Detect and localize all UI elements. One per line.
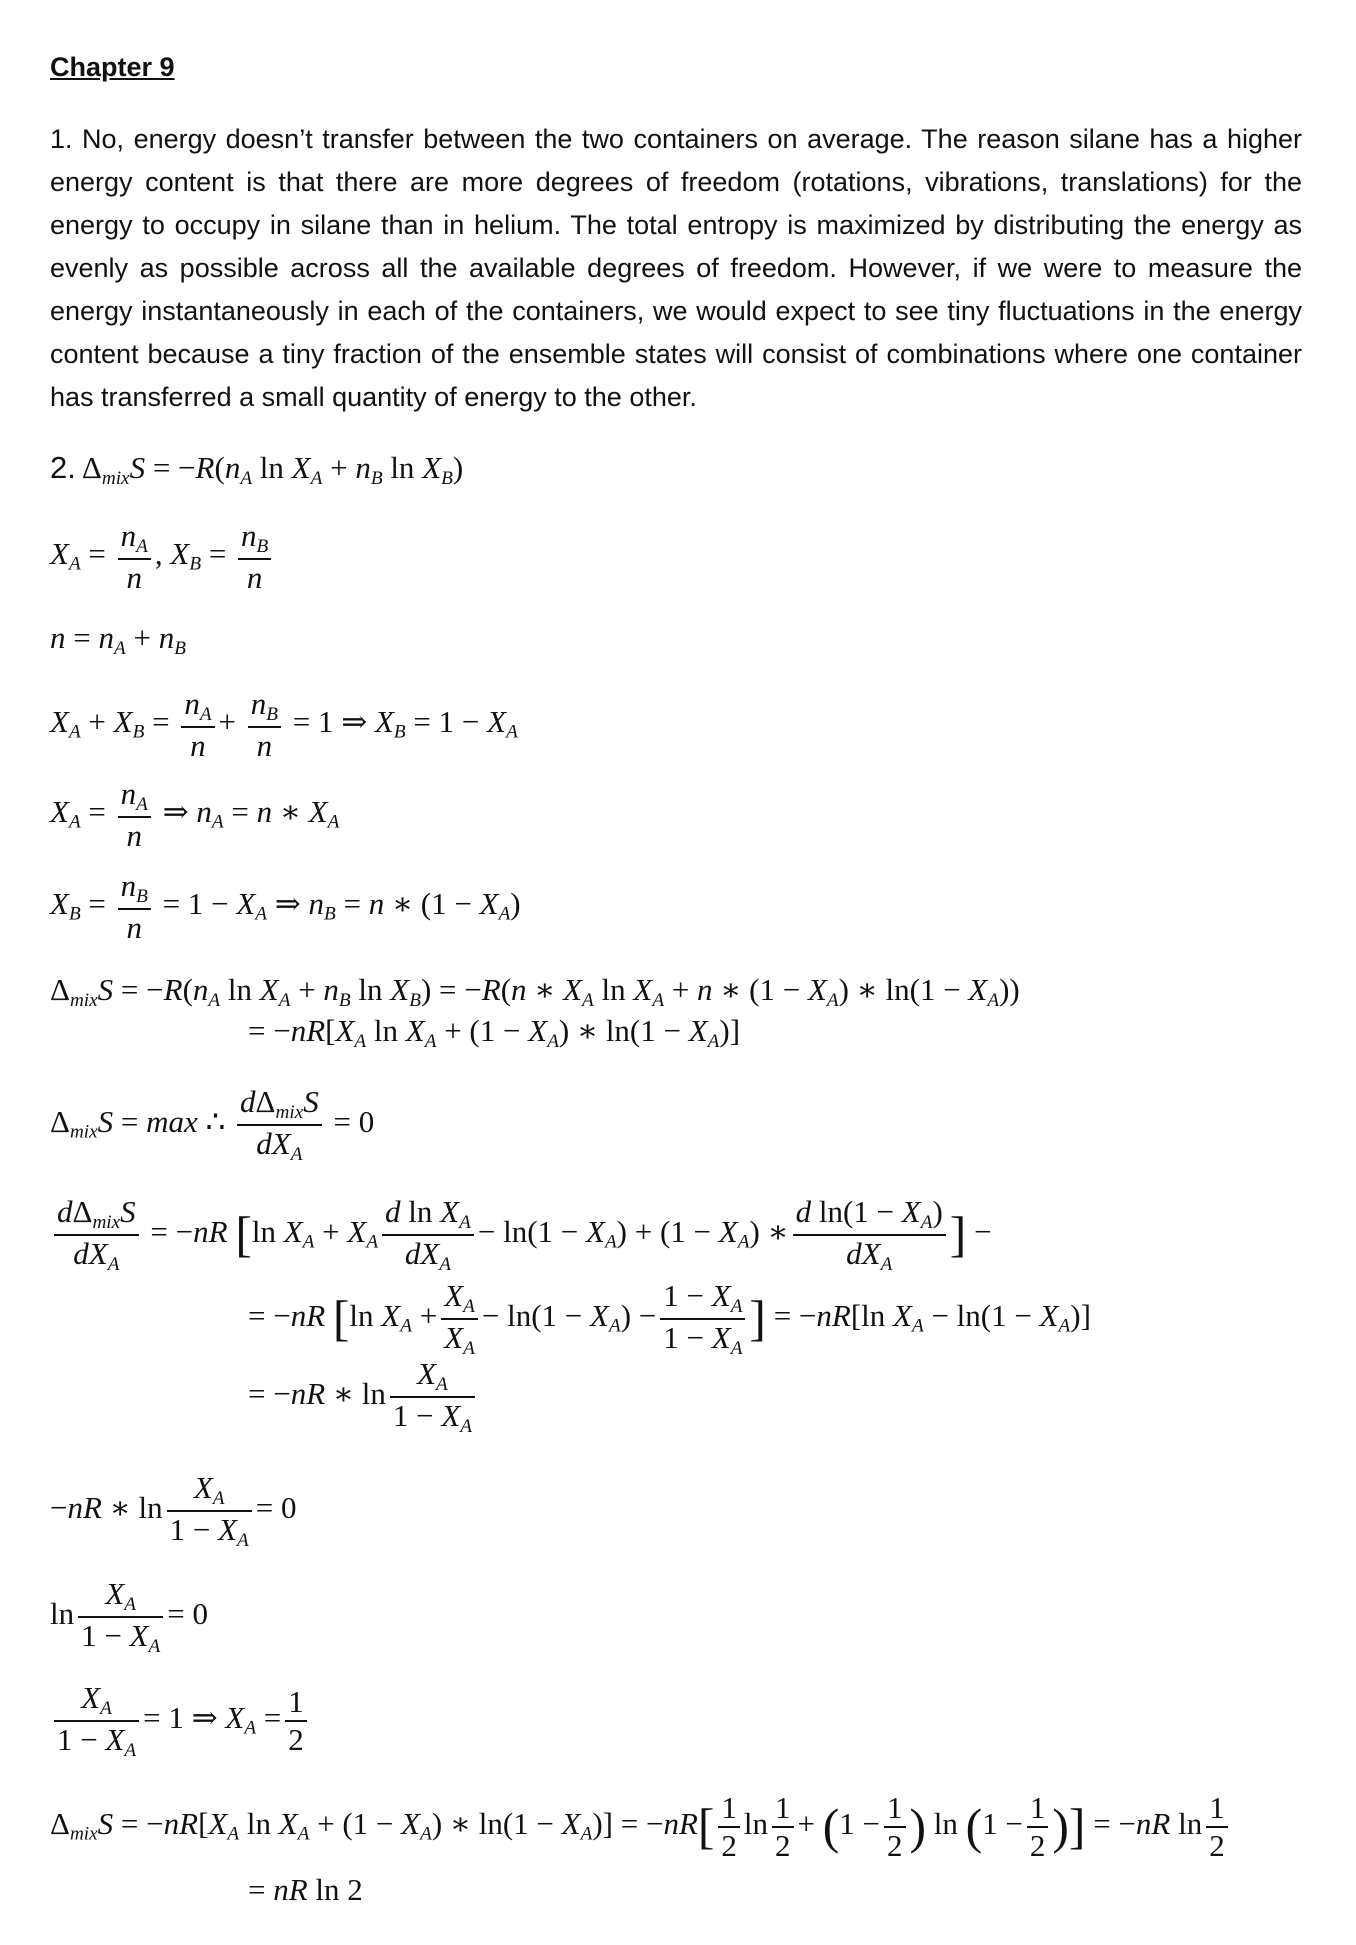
equation-max-condition: $\Delta_{mix}S = \max$ ∴ $\frac{d\Delta_{mix}S}{dX_A}$ = 0 xyxy=(50,1084,375,1165)
equation-na: $X_A$ = $\frac{n_A}{n}$ ⇒ $n_A = n$ ∗ $X_A$ xyxy=(50,776,340,853)
equation-log-zero: ln $\frac{X_A}{1 - X_A}$ = 0 xyxy=(50,1576,209,1657)
problem-number: 2. xyxy=(50,450,76,485)
equation-derivative: $\frac{d\Delta_{mix}S}{dX_A}$ = −nR [ln $X_A + X_A$ $\frac{d \ln X_A}{dX_A}$ − $\ln(1 - X_A) + (1 - X_A)$ ∗ $\frac{d \ln(1 - X_A)}{dX_A}$ ] − xyxy=(50,1194,992,1276)
equation-sum-fractions: $X_A + X_B$ = $\frac{n_A}{n}$ + $\frac{n_B}{n}$ = 1 ⇒ $X_B = 1 - X_A$ xyxy=(50,686,518,763)
equation-total-moles: $n = n_A + n_B$ xyxy=(50,620,186,659)
equation-nb: $X_B$ = $\frac{n_B}{n}$ = $1 - X_A$ ⇒ $n_B = n$ ∗ $(1 - X_A)$ xyxy=(50,868,521,945)
chapter-heading: Chapter 9 xyxy=(50,52,175,82)
equation-substitution: $\Delta_{mix}S = -R(n_A$ $\ln X_A + n_B$ $\ln X_B) = -R(n$ ∗ $X_A$ $\ln X_A + n$ ∗ $(1 - X_A)$ ∗ $\ln(1 - X_A)$) xyxy=(50,972,1020,1011)
equation-mole-fractions: $X_A$ = $\frac{n_A}{n}$ , $X_B$ = $\frac{n_B}{n}$ xyxy=(50,518,275,596)
equation-substitution-cont: = $-nR[X_A$ $\ln X_A + (1 - X_A)$ ∗ $\ln(1 - X_A)$] xyxy=(248,1013,741,1052)
answer-1-paragraph: 1. No, energy doesn’t transfer between the two containers on average. The reason silane has a higher energy content is that there are more degrees of freedom (rotations, vibrations, translations) for the energy to occupy in silane than in helium. The total entropy is maximized by distributing the energy as evenly as possible across all the available degrees of freedom. However, if we were to measure the energy instantaneously in each of the containers, we would expect to see tiny fluctuations in the energy content because a tiny fraction of the ensemble states will consist of combinations where one container has transferred a small quantity of energy to the other. xyxy=(50,124,1302,412)
equation-entropy-of-mixing: 2. $\Delta_{mix}S = -R(n_A$ $\ln X_A + n_B$ $\ln X_B$) xyxy=(50,450,464,489)
equation-derivative-log: = −nR ∗ ln $\frac{X_A}{1 - X_A}$ xyxy=(248,1356,479,1438)
equation-set-zero: −nR ∗ ln $\frac{X_A}{1 - X_A}$ = 0 xyxy=(50,1470,297,1551)
equation-max-entropy: $\Delta_{mix}S = -nR[X_A$ $\ln X_A + (1 - X_A)$ ∗ $\ln(1 - X_A)] = -nR$[ $\frac{1}{2}$ ln $\frac{1}{2}$ + (1 − $\frac{1}{2}$ ) ln (1 − $\frac{1}{2}$ )] = −nR ln $\frac{1}{2}$ xyxy=(50,1790,1232,1863)
equation-derivative-simplified: = −nR [ln $X_A$ + $\frac{X_A}{X_A}$ − $\ln(1 - X_A)$ − $\frac{1 - X_A}{1 - X_A}$ ] = −nR[ln $X_A - \ln(1 - X_A)$] xyxy=(248,1278,1091,1359)
equation-solution: $\frac{X_A}{1 - X_A}$ = 1 ⇒ $X_A$ = $\frac{1}{2}$ xyxy=(50,1680,311,1762)
equation-final: = nR ln 2 xyxy=(248,1872,363,1907)
